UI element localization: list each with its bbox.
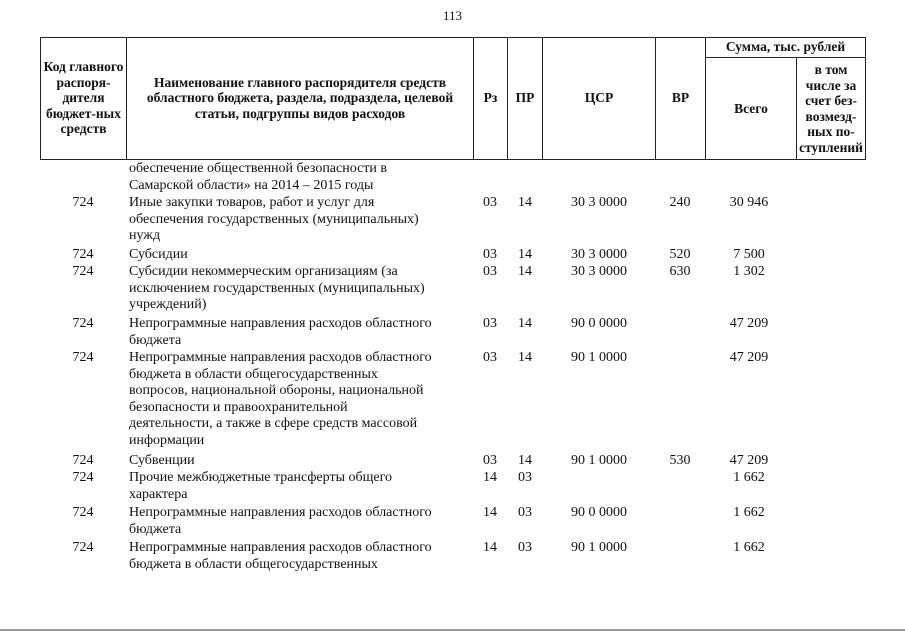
page-number: 113 xyxy=(442,8,463,23)
row-vr: 240 xyxy=(669,195,691,210)
row-total: 7 500 xyxy=(733,247,765,262)
row-code: 724 xyxy=(72,453,94,468)
row-rz: 03 xyxy=(483,350,497,365)
row-csr: 90 1 0000 xyxy=(571,350,627,365)
row-rz: 14 xyxy=(483,540,497,555)
row-code: 724 xyxy=(72,247,94,262)
row-pr: 03 xyxy=(518,470,532,485)
row-pr: 03 xyxy=(518,540,532,555)
row-csr: 30 3 0000 xyxy=(571,264,627,279)
row-code: 724 xyxy=(72,264,94,279)
row-name: Непрограммные направления расходов областного бюджета xyxy=(129,316,432,348)
row-rz: 03 xyxy=(483,195,497,210)
row-code: 724 xyxy=(72,316,94,331)
row-total: 1 302 xyxy=(733,264,765,279)
row-pr: 14 xyxy=(518,264,532,279)
row-csr: 30 3 0000 xyxy=(571,247,627,262)
row-name: Иные закупки товаров, работ и услуг для обеспечения государственных (муниципальных) нужд xyxy=(129,195,419,243)
header-name: Наименование главного распорядителя средств областного бюджета, раздела, подраздела, целевой статьи, подгруппы видов расходов xyxy=(146,74,454,121)
row-name: Непрограммные направления расходов областного бюджета xyxy=(129,505,432,537)
row-csr: 30 3 0000 xyxy=(571,195,627,210)
row-code: 724 xyxy=(72,505,94,520)
row-total: 47 209 xyxy=(729,316,769,331)
header-csr: ЦСР xyxy=(584,90,614,106)
table-header xyxy=(40,37,866,160)
row-csr: 90 1 0000 xyxy=(571,453,627,468)
row-pr: 14 xyxy=(518,247,532,262)
header-pr: ПР xyxy=(515,90,535,106)
row-code: 724 xyxy=(72,350,94,365)
header-sum: Сумма, тыс. рублей xyxy=(725,39,846,55)
row-vr: 520 xyxy=(669,247,691,262)
row-rz: 14 xyxy=(483,505,497,520)
row-pr: 14 xyxy=(518,453,532,468)
header-code: Код главного распоря-дителя бюджет-ных средств xyxy=(43,59,124,137)
row-rz: 03 xyxy=(483,247,497,262)
row-rz: 14 xyxy=(483,470,497,485)
row-pr: 14 xyxy=(518,350,532,365)
row-rz: 03 xyxy=(483,264,497,279)
row-total: 30 946 xyxy=(729,195,769,210)
row-csr: 90 0 0000 xyxy=(571,505,627,520)
row-name: Непрограммные направления расходов областного бюджета в области общегосударственных вопросов, национальной обороны, национальной безопасности и правоохранительной деятельности, а также в сфере средств массовой информации xyxy=(129,350,432,448)
row-name: Прочие межбюджетные трансферты общего характера xyxy=(129,470,392,502)
row-pr: 14 xyxy=(518,195,532,210)
header-total: Всего xyxy=(734,100,768,116)
row-pr: 14 xyxy=(518,316,532,331)
header-incl: в том числе за счет без-возмезд-ных по-ступлений xyxy=(799,62,863,155)
row-total: 47 209 xyxy=(729,453,769,468)
row-rz: 03 xyxy=(483,453,497,468)
row-name: обеспечение общественной безопасности в Самарской области» на 2014 – 2015 годы xyxy=(129,161,388,193)
row-vr: 530 xyxy=(669,453,691,468)
row-total: 47 209 xyxy=(729,350,769,365)
row-code: 724 xyxy=(72,470,94,485)
row-rz: 03 xyxy=(483,316,497,331)
header-rz: Рз xyxy=(483,90,498,106)
scan-edge-line xyxy=(0,629,905,631)
row-vr: 630 xyxy=(669,264,691,279)
col-border xyxy=(865,37,866,160)
row-total: 1 662 xyxy=(733,470,765,485)
row-name: Субсидии xyxy=(129,247,188,262)
header-bottom-border xyxy=(40,159,866,160)
row-total: 1 662 xyxy=(733,505,765,520)
row-csr: 90 1 0000 xyxy=(571,540,627,555)
row-name: Субсидии некоммерческим организациям (за исключением государственных (муниципальных) учреждений) xyxy=(129,264,425,312)
row-csr: 90 0 0000 xyxy=(571,316,627,331)
row-name: Непрограммные направления расходов областного бюджета в области общегосударственных xyxy=(129,540,432,572)
row-total: 1 662 xyxy=(733,540,765,555)
row-code: 724 xyxy=(72,540,94,555)
row-pr: 03 xyxy=(518,505,532,520)
row-name: Субвенции xyxy=(129,453,195,468)
header-vr: ВР xyxy=(671,90,690,106)
row-code: 724 xyxy=(72,195,94,210)
